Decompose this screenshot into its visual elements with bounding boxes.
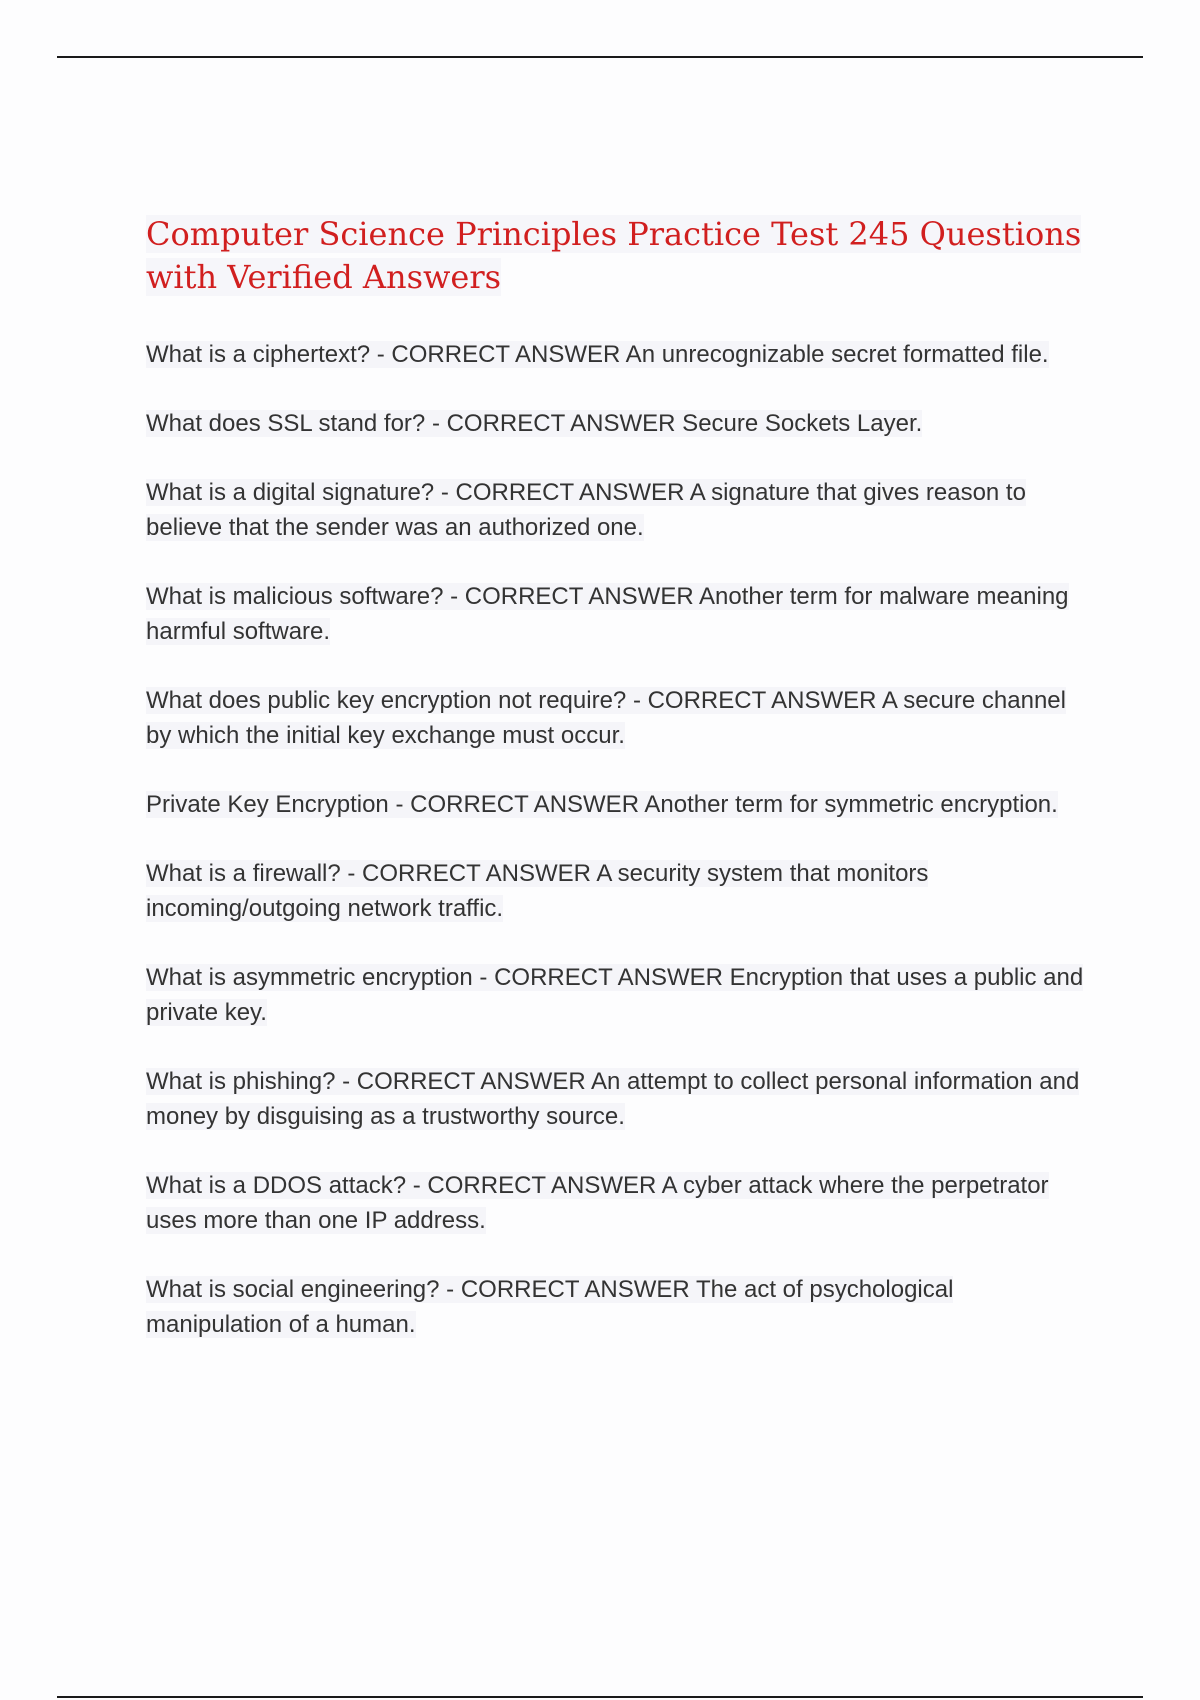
header-rule (57, 56, 1143, 58)
qa-item (146, 337, 1086, 372)
qa-item (146, 475, 1086, 545)
qa-item (146, 1064, 1086, 1134)
qa-text: What is asymmetric encryption - CORRECT ANSWER Encryption that uses a public and private key. (146, 964, 1084, 1026)
document-title: Computer Science Principles Practice Test 245 Questions with Verified Answers (146, 215, 1082, 296)
qa-text: What is a firewall? - CORRECT ANSWER A security system that monitors incoming/outgoing network traffic. (146, 860, 929, 922)
footer-rule (57, 1696, 1143, 1698)
qa-text: What is malicious software? - CORRECT ANSWER Another term for malware meaning harmful software. (146, 583, 1069, 645)
qa-item (146, 1272, 1086, 1342)
qa-text: What does public key encryption not require? - CORRECT ANSWER A secure channel by which the initial key exchange must occur. (146, 687, 1066, 749)
qa-text: What does SSL stand for? - CORRECT ANSWER Secure Sockets Layer. (146, 410, 923, 437)
qa-item (146, 787, 1086, 822)
qa-item (146, 856, 1086, 926)
qa-text: What is a digital signature? - CORRECT ANSWER A signature that gives reason to believe that the sender was an authorized one. (146, 479, 1026, 541)
qa-item (146, 960, 1086, 1030)
qa-item (146, 579, 1086, 649)
qa-item (146, 683, 1086, 753)
qa-text: What is social engineering? - CORRECT ANSWER The act of psychological manipulation of a human. (146, 1276, 954, 1338)
qa-item (146, 406, 1086, 441)
qa-list (146, 337, 1086, 1342)
qa-text: Private Key Encryption - CORRECT ANSWER Another term for symmetric encryption. (146, 791, 1058, 818)
document-content (146, 213, 1086, 1376)
qa-item (146, 1168, 1086, 1238)
qa-text: What is a ciphertext? - CORRECT ANSWER An unrecognizable secret formatted file. (146, 341, 1049, 368)
title-block (146, 213, 1086, 299)
qa-text: What is phishing? - CORRECT ANSWER An attempt to collect personal information and money by disguising as a trustworthy source. (146, 1068, 1080, 1130)
qa-text: What is a DDOS attack? - CORRECT ANSWER A cyber attack where the perpetrator uses more than one IP address. (146, 1172, 1049, 1234)
